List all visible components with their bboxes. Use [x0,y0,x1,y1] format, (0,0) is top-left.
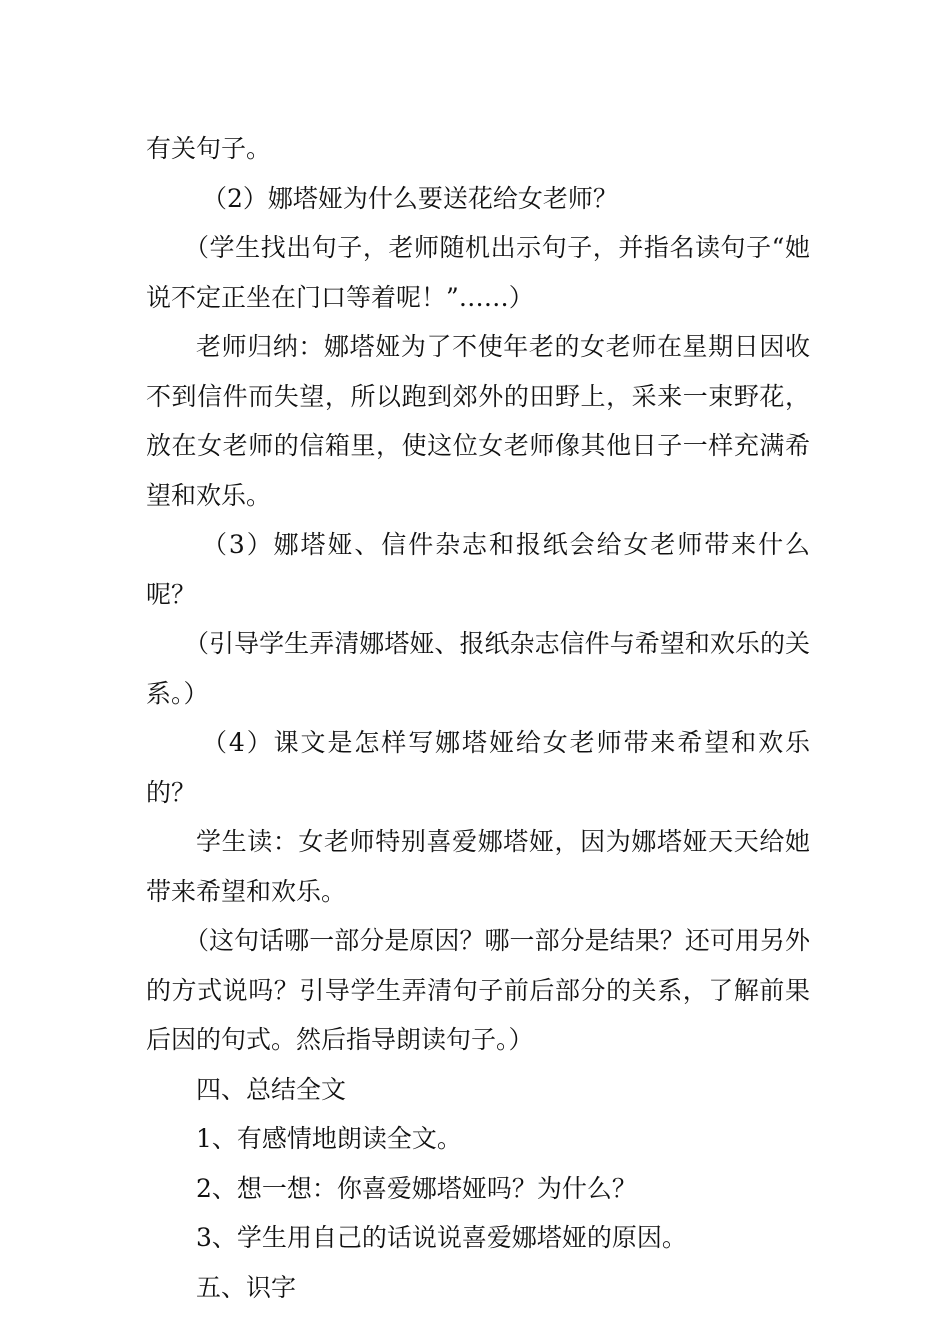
section-heading-summary: 四、总结全文 [196,1074,347,1104]
student-reading: 学生读：女老师特别喜爱娜塔娅，因为娜塔娅天天给她带来希望和欢乐。 [146,827,810,906]
teacher-summary: 老师归纳：娜塔娅为了不使年老的女老师在星期日因收不到信件而失望，所以跑到郊外的田野上，采来一束野花，放在女老师的信箱里，使这位女老师像其他日子一样充满希望和欢乐。 [146,332,810,510]
list-item-3: 3、学生用自己的话说说喜爱娜塔娅的原因。 [196,1223,687,1252]
paragraph-continuation: 有关句子。 [146,134,272,163]
document-body [146,124,810,1312]
note-guide-students: （引导学生弄清娜塔娅、报纸杂志信件与希望和欢乐的关系。） [146,629,810,708]
note-cause-effect: （这句话哪一部分是原因？哪一部分是结果？还可用另外的方式说吗？引导学生弄清句子前后部分的关系，了解前果后因的句式。然后指导朗读句子。） [146,926,810,1054]
note-find-sentence: （学生找出句子，老师随机出示句子，并指名读句子“她说不定正坐在门口等着呢！”……） [146,233,810,312]
question-3: （3）娜塔娅、信件杂志和报纸会给女老师带来什么呢？ [146,530,810,609]
section-heading-literacy: 五、识字 [196,1272,297,1302]
list-item-1: 1、有感情地朗读全文。 [196,1124,462,1153]
question-2: （2）娜塔娅为什么要送花给女老师？ [202,183,618,213]
list-item-2: 2、想一想：你喜爱娜塔娅吗？为什么？ [196,1173,637,1203]
question-4: （4）课文是怎样写娜塔娅给女老师带来希望和欢乐的？ [146,728,810,807]
